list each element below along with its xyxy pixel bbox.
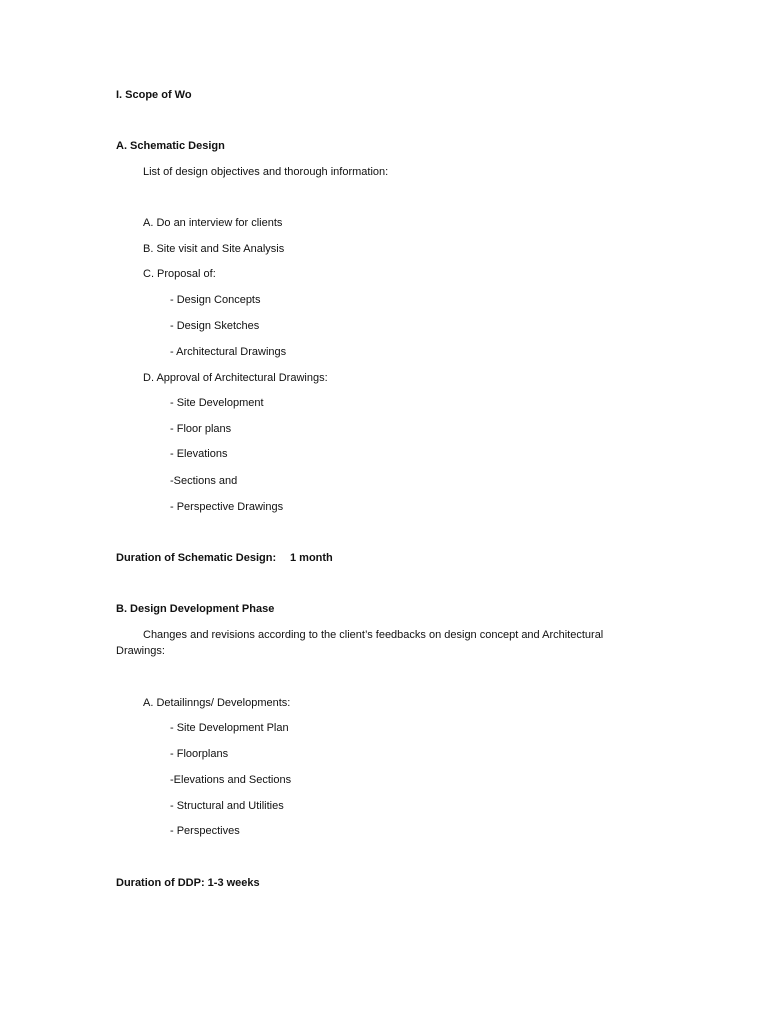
sub-list-item: - Elevations (170, 448, 228, 460)
schematic-duration-label: Duration of Schematic Design: (116, 552, 277, 564)
ddp-intro-line1: Changes and revisions according to the client’s feedbacks on design concept and Architectural (143, 629, 604, 641)
sub-list-item: -Sections and (170, 475, 238, 487)
sub-list-item: - Design Sketches (170, 320, 260, 332)
list-item: A. Detailinngs/ Developments: (143, 697, 291, 709)
sub-list-item: - Design Concepts (170, 294, 261, 306)
sub-list-item: - Floorplans (170, 748, 229, 760)
sub-list-item: - Perspective Drawings (170, 501, 284, 513)
sub-list-item: - Site Development Plan (170, 722, 289, 734)
list-item: D. Approval of Architectural Drawings: (143, 372, 328, 384)
sub-list-item: - Structural and Utilities (170, 800, 284, 812)
sub-list-item: - Perspectives (170, 825, 240, 837)
sub-list-item: - Architectural Drawings (170, 346, 287, 358)
sub-list-item: - Site Development (170, 397, 264, 409)
schematic-duration-value: 1 month (290, 552, 333, 564)
ddp-title: B. Design Development Phase (116, 603, 275, 615)
section-heading: I. Scope of Wo (116, 89, 192, 101)
list-item: A. Do an interview for clients (143, 217, 283, 229)
schematic-intro: List of design objectives and thorough information: (143, 166, 389, 178)
sub-list-item: - Floor plans (170, 423, 232, 435)
ddp-intro-line2: Drawings: (116, 645, 165, 657)
schematic-design-title: A. Schematic Design (116, 140, 225, 152)
sub-list-item: -Elevations and Sections (170, 774, 292, 786)
list-item: B. Site visit and Site Analysis (143, 243, 285, 255)
ddp-duration: Duration of DDP: 1-3 weeks (116, 877, 260, 889)
list-item: C. Proposal of: (143, 268, 216, 280)
